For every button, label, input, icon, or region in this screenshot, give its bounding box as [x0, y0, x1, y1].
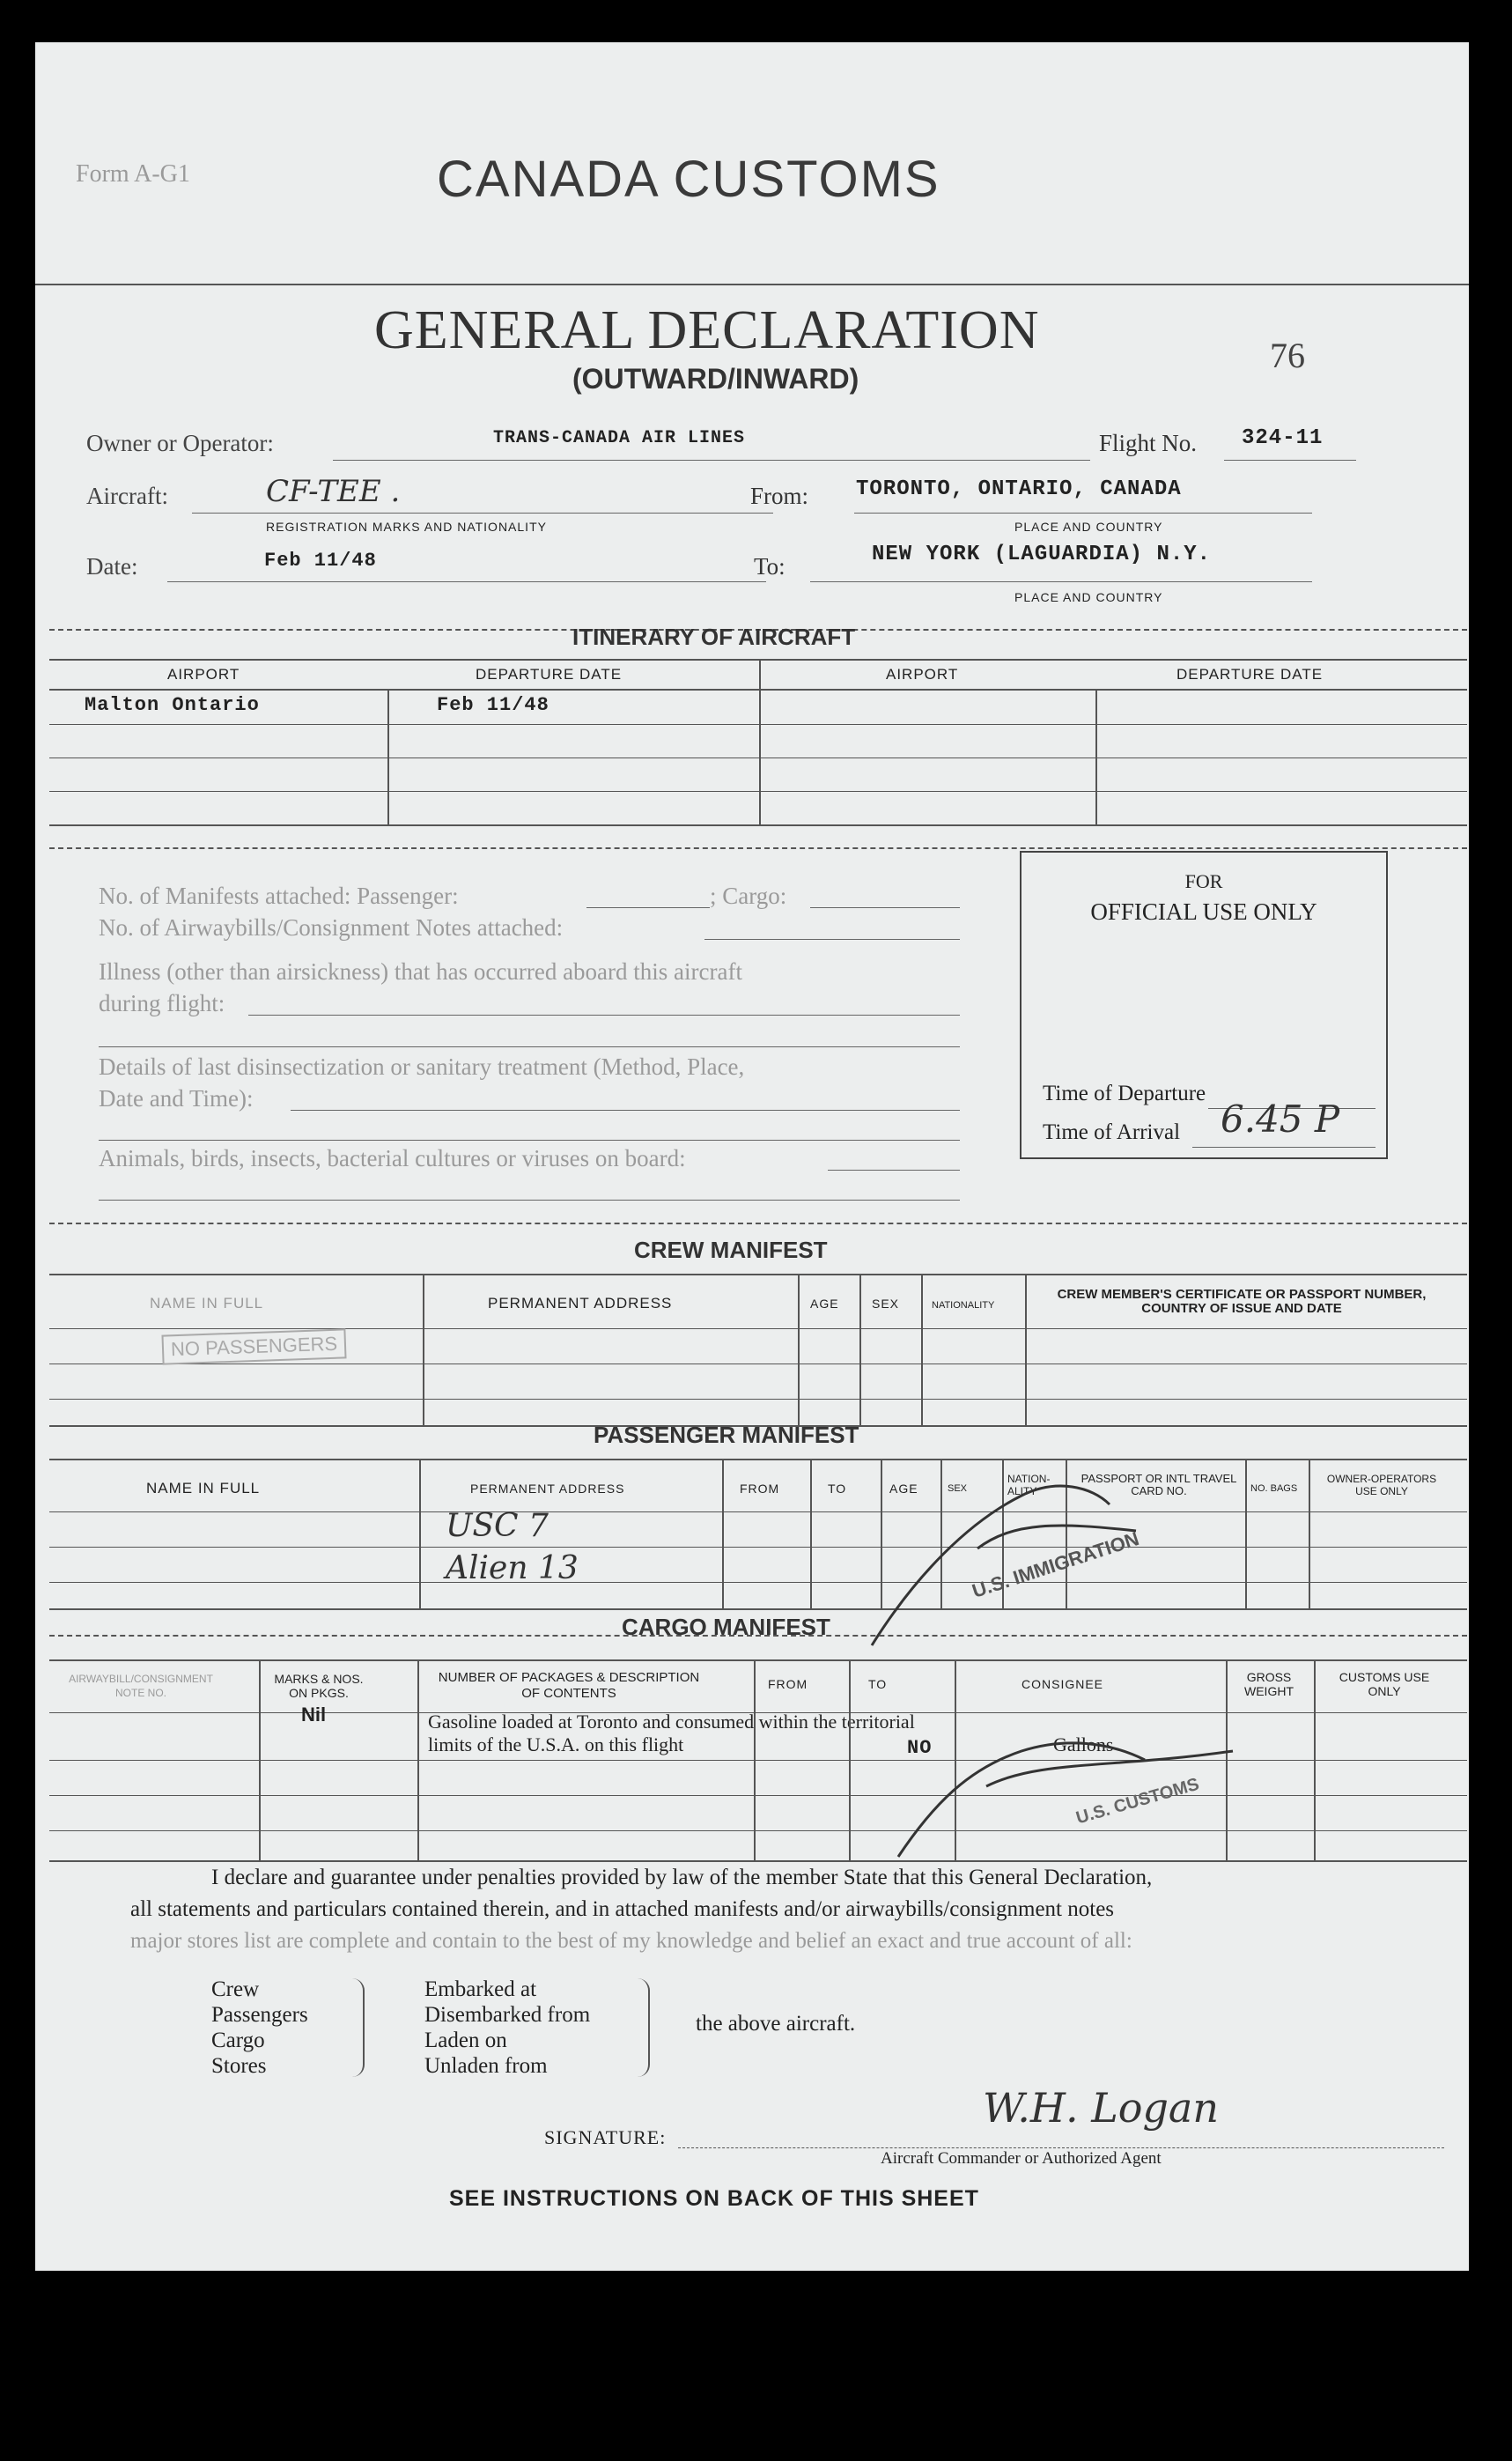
- official-use-box: [1020, 851, 1388, 1159]
- from-label: From:: [750, 483, 809, 509]
- stores-item: Stores: [211, 2054, 267, 2078]
- cargo-vline-7: [1314, 1659, 1316, 1860]
- declaration-tail: the above aircraft.: [696, 2012, 856, 2036]
- crew-row-line-2: [49, 1399, 1467, 1400]
- passenger-col-name: NAME IN FULL: [146, 1480, 261, 1497]
- footer-instructions: SEE INSTRUCTIONS ON BACK OF THIS SHEET: [449, 2186, 979, 2211]
- cargo-consignee-value: Gallons: [1053, 1733, 1114, 1755]
- passenger-col-sex: SEX: [948, 1483, 968, 1494]
- cargo-col-marks: MARKS & NOS. ON PKGS.: [274, 1672, 364, 1700]
- crew-col-name: NAME IN FULL: [150, 1295, 264, 1312]
- aircraft-value: CF-TEE .: [266, 474, 401, 509]
- disinsect-line1: Details of last disinsectization or sanitary treatment (Method, Place,: [99, 1053, 745, 1080]
- official-for: FOR: [1184, 870, 1223, 892]
- cargo-col-customs: CUSTOMS USE ONLY: [1339, 1670, 1430, 1698]
- passenger-row-line-1: [49, 1547, 1467, 1548]
- animals-label: Animals, birds, insects, bacterial cultures or viruses on board:: [99, 1145, 686, 1171]
- aircraft-label: Aircraft:: [86, 483, 168, 509]
- aircraft-caption: REGISTRATION MARKS AND NATIONALITY: [266, 520, 547, 534]
- left-bracket: [349, 1978, 365, 2077]
- laden-item: Laden on: [424, 2029, 507, 2052]
- illness-line2: during flight:: [99, 990, 225, 1016]
- passenger-vline-3: [810, 1459, 812, 1608]
- to-caption: PLACE AND COUNTRY: [1014, 590, 1163, 604]
- arrival-time-label: Time of Arrival: [1043, 1120, 1181, 1144]
- itinerary-header-bottom: [49, 689, 1467, 691]
- cargo-col-consignee: CONSIGNEE: [1022, 1677, 1104, 1691]
- cargo-vline-1: [259, 1659, 261, 1860]
- passenger-note-usc: USC 7: [446, 1508, 549, 1544]
- animals-line: [828, 1170, 960, 1171]
- crew-vline-4: [921, 1274, 923, 1425]
- customs-stamp: U.S. CUSTOMS: [1073, 1774, 1202, 1829]
- declaration-right-list: [424, 1977, 590, 2079]
- itinerary-row1-date: Feb 11/48: [437, 694, 549, 716]
- itinerary-lower-dash: [49, 847, 1467, 849]
- to-line: [810, 581, 1312, 582]
- crew-top-dash: [49, 1223, 1467, 1224]
- passenger-col-age: AGE: [889, 1482, 918, 1496]
- crew-vline-3: [859, 1274, 861, 1425]
- illness-extra-line: [99, 1046, 960, 1047]
- crew-col-nationality: NATIONALITY: [932, 1300, 995, 1311]
- crew-col-sex: SEX: [872, 1297, 900, 1311]
- passenger-col-passport: PASSPORT OR INTL TRAVEL CARD NO.: [1081, 1472, 1237, 1497]
- passenger-vline-1: [419, 1459, 421, 1608]
- date-value: Feb 11/48: [264, 550, 377, 572]
- document-title: GENERAL DECLARATION: [374, 300, 1040, 360]
- crew-vline-1: [423, 1274, 424, 1425]
- owner-value: TRANS-CANADA AIR LINES: [493, 428, 746, 448]
- crew-item: Crew: [211, 1977, 260, 2001]
- from-value: TORONTO, ONTARIO, CANADA: [856, 477, 1182, 501]
- inspector-signature-scribble: [845, 1469, 1162, 1663]
- manifests-label: No. of Manifests attached: Passenger:: [99, 883, 459, 909]
- itinerary-row-line-1: [49, 724, 1467, 725]
- crew-col-age: AGE: [810, 1297, 839, 1311]
- disinsect-line: [291, 1110, 960, 1111]
- arrival-time-value: 6.45 P: [1221, 1097, 1340, 1141]
- passenger-title: PASSENGER MANIFEST: [594, 1422, 859, 1448]
- cargo-col-to: TO: [868, 1677, 888, 1691]
- passenger-header-bottom: [49, 1511, 1467, 1512]
- departure-time-label: Time of Departure: [1043, 1082, 1206, 1105]
- crew-header-top: [49, 1274, 1467, 1275]
- flight-label: Flight No.: [1099, 430, 1198, 456]
- passenger-col-bags: NO. BAGS: [1250, 1483, 1298, 1494]
- cargo-vline-2: [417, 1659, 419, 1860]
- date-line: [167, 581, 766, 582]
- illness-line: [248, 1015, 960, 1016]
- crew-col-certificate: CREW MEMBER'S CERTIFICATE OR PASSPORT NUMBER, COUNTRY OF ISSUE AND DATE: [1057, 1287, 1427, 1316]
- embarked-item: Embarked at: [424, 1977, 537, 2001]
- airwaybills-line: [704, 939, 960, 940]
- cargo-row1: Gasoline loaded at Toronto and consumed within the territorial: [428, 1711, 915, 1733]
- cargo-col-from: FROM: [768, 1677, 808, 1691]
- signature-label: SIGNATURE:: [544, 2126, 667, 2148]
- passenger-col-nationality: NATION-ALITY: [1007, 1473, 1051, 1497]
- passenger-col-address: PERMANENT ADDRESS: [470, 1482, 625, 1496]
- cargo-marks-value: Nil: [301, 1703, 327, 1726]
- cargo-row-line-2: [49, 1795, 1467, 1796]
- cargo-line: [810, 907, 960, 908]
- signature-line: [678, 2147, 1444, 2148]
- passenger-bottom: [49, 1608, 1467, 1610]
- to-label: To:: [754, 553, 786, 580]
- itinerary-row1-airport: Malton Ontario: [85, 694, 260, 716]
- declaration-line2: all statements and particulars contained therein, and in attached manifests and/or airwaybills/consignment notes: [130, 1897, 1115, 1921]
- signature-value: W.H. Logan: [983, 2084, 1219, 2132]
- cargo-vline-4: [849, 1659, 851, 1860]
- flight-line: [1224, 460, 1356, 461]
- direction-subtitle: (OUTWARD/INWARD): [572, 363, 859, 395]
- cargo-col-airwaybill: AIRWAYBILL/CONSIGNMENT NOTE NO.: [69, 1673, 213, 1699]
- arrival-time-line: [1192, 1147, 1376, 1148]
- crew-title: CREW MANIFEST: [634, 1237, 828, 1263]
- page-number: 76: [1270, 336, 1305, 375]
- itinerary-vline-1: [387, 689, 389, 824]
- cargo-header-top: [49, 1659, 1467, 1661]
- official-title: OFFICIAL USE ONLY: [1090, 898, 1317, 925]
- passenger-note-alien: Alien 13: [446, 1550, 579, 1586]
- no-passengers-stamp: NO PASSENGERS: [161, 1328, 346, 1364]
- cargo-item: Cargo: [211, 2029, 265, 2052]
- itinerary-header-top: [49, 659, 1467, 661]
- cargo-row-line-1: [49, 1760, 1467, 1761]
- itinerary-col-airport-1: AIRPORT: [167, 666, 240, 683]
- itinerary-row-line-3: [49, 791, 1467, 792]
- animals-extra-line: [99, 1200, 960, 1201]
- itinerary-col-date-2: DEPARTURE DATE: [1176, 666, 1324, 683]
- airwaybills-label: No. of Airwaybills/Consignment Notes attached:: [99, 914, 564, 941]
- passenger-col-owner: OWNER-OPERATORS USE ONLY: [1326, 1473, 1437, 1497]
- passenger-row-line-2: [49, 1582, 1467, 1583]
- to-value: NEW YORK (LAGUARDIA) N.Y.: [872, 543, 1212, 566]
- passenger-col-to: TO: [828, 1482, 847, 1496]
- itinerary-vline-3: [1095, 689, 1097, 824]
- right-bracket: [634, 1978, 650, 2077]
- crew-vline-2: [798, 1274, 800, 1425]
- owner-line: [333, 460, 1090, 461]
- agency-name: CANADA CUSTOMS: [437, 151, 940, 208]
- declaration-left-list: [211, 1977, 308, 2079]
- passenger-col-from: FROM: [740, 1482, 780, 1496]
- illness-line1: Illness (other than airsickness) that has occurred aboard this aircraft: [99, 958, 742, 985]
- declaration-line1: I declare and guarantee under penalties provided by law of the member State that this General Declaration,: [211, 1866, 1153, 1889]
- from-caption: PLACE AND COUNTRY: [1014, 520, 1163, 534]
- itinerary-col-date-1: DEPARTURE DATE: [476, 666, 623, 683]
- passengers-item: Passengers: [211, 2003, 308, 2027]
- cargo-to-value: NO: [907, 1737, 933, 1759]
- passenger-vline-9: [1309, 1459, 1310, 1608]
- passenger-line: [586, 907, 710, 908]
- flight-value: 324-11: [1242, 426, 1324, 450]
- passenger-vline-8: [1245, 1459, 1247, 1608]
- cargo-bottom: [49, 1860, 1467, 1862]
- from-line: [854, 513, 1312, 514]
- crew-vline-5: [1025, 1274, 1027, 1425]
- itinerary-title: ITINERARY OF AIRCRAFT: [572, 624, 856, 650]
- owner-label: Owner or Operator:: [86, 430, 274, 456]
- itinerary-vline-2: [759, 659, 761, 824]
- signature-caption: Aircraft Commander or Authorized Agent: [881, 2149, 1162, 2168]
- crew-col-address: PERMANENT ADDRESS: [488, 1295, 673, 1312]
- aircraft-line: [192, 513, 773, 514]
- declaration-line3: major stores list are complete and contain to the best of my knowledge and belief an exact and true account of all:: [130, 1929, 1132, 1953]
- passenger-header-top: [49, 1459, 1467, 1460]
- unladen-item: Unladen from: [424, 2054, 548, 2078]
- itinerary-col-airport-2: AIRPORT: [886, 666, 959, 683]
- cargo-col-packages: NUMBER OF PACKAGES & DESCRIPTION OF CONTENTS: [438, 1670, 700, 1701]
- crew-header-bottom: [49, 1328, 1467, 1329]
- cargo-row-line-3: [49, 1830, 1467, 1831]
- disinsect-extra-line: [99, 1140, 960, 1141]
- immigration-stamp: U.S. IMMIGRATION: [969, 1527, 1142, 1602]
- cargo-vline-3: [754, 1659, 756, 1860]
- header-divider: [35, 284, 1469, 285]
- cargo-label: ; Cargo:: [710, 883, 787, 909]
- cargo-col-weight: GROSS WEIGHT: [1244, 1670, 1294, 1698]
- disembarked-item: Disembarked from: [424, 2003, 591, 2027]
- declaration-sheet: [35, 42, 1469, 2271]
- date-label: Date:: [86, 553, 138, 580]
- itinerary-bottom: [49, 824, 1467, 826]
- cargo-title: CARGO MANIFEST: [622, 1614, 830, 1640]
- form-number: Form A-G1: [76, 160, 190, 188]
- cargo-row2: limits of the U.S.A. on this flight: [428, 1733, 684, 1755]
- passenger-vline-2: [722, 1459, 724, 1608]
- disinsect-line2: Date and Time):: [99, 1085, 254, 1112]
- customs-signature-scribble: [881, 1716, 1250, 1874]
